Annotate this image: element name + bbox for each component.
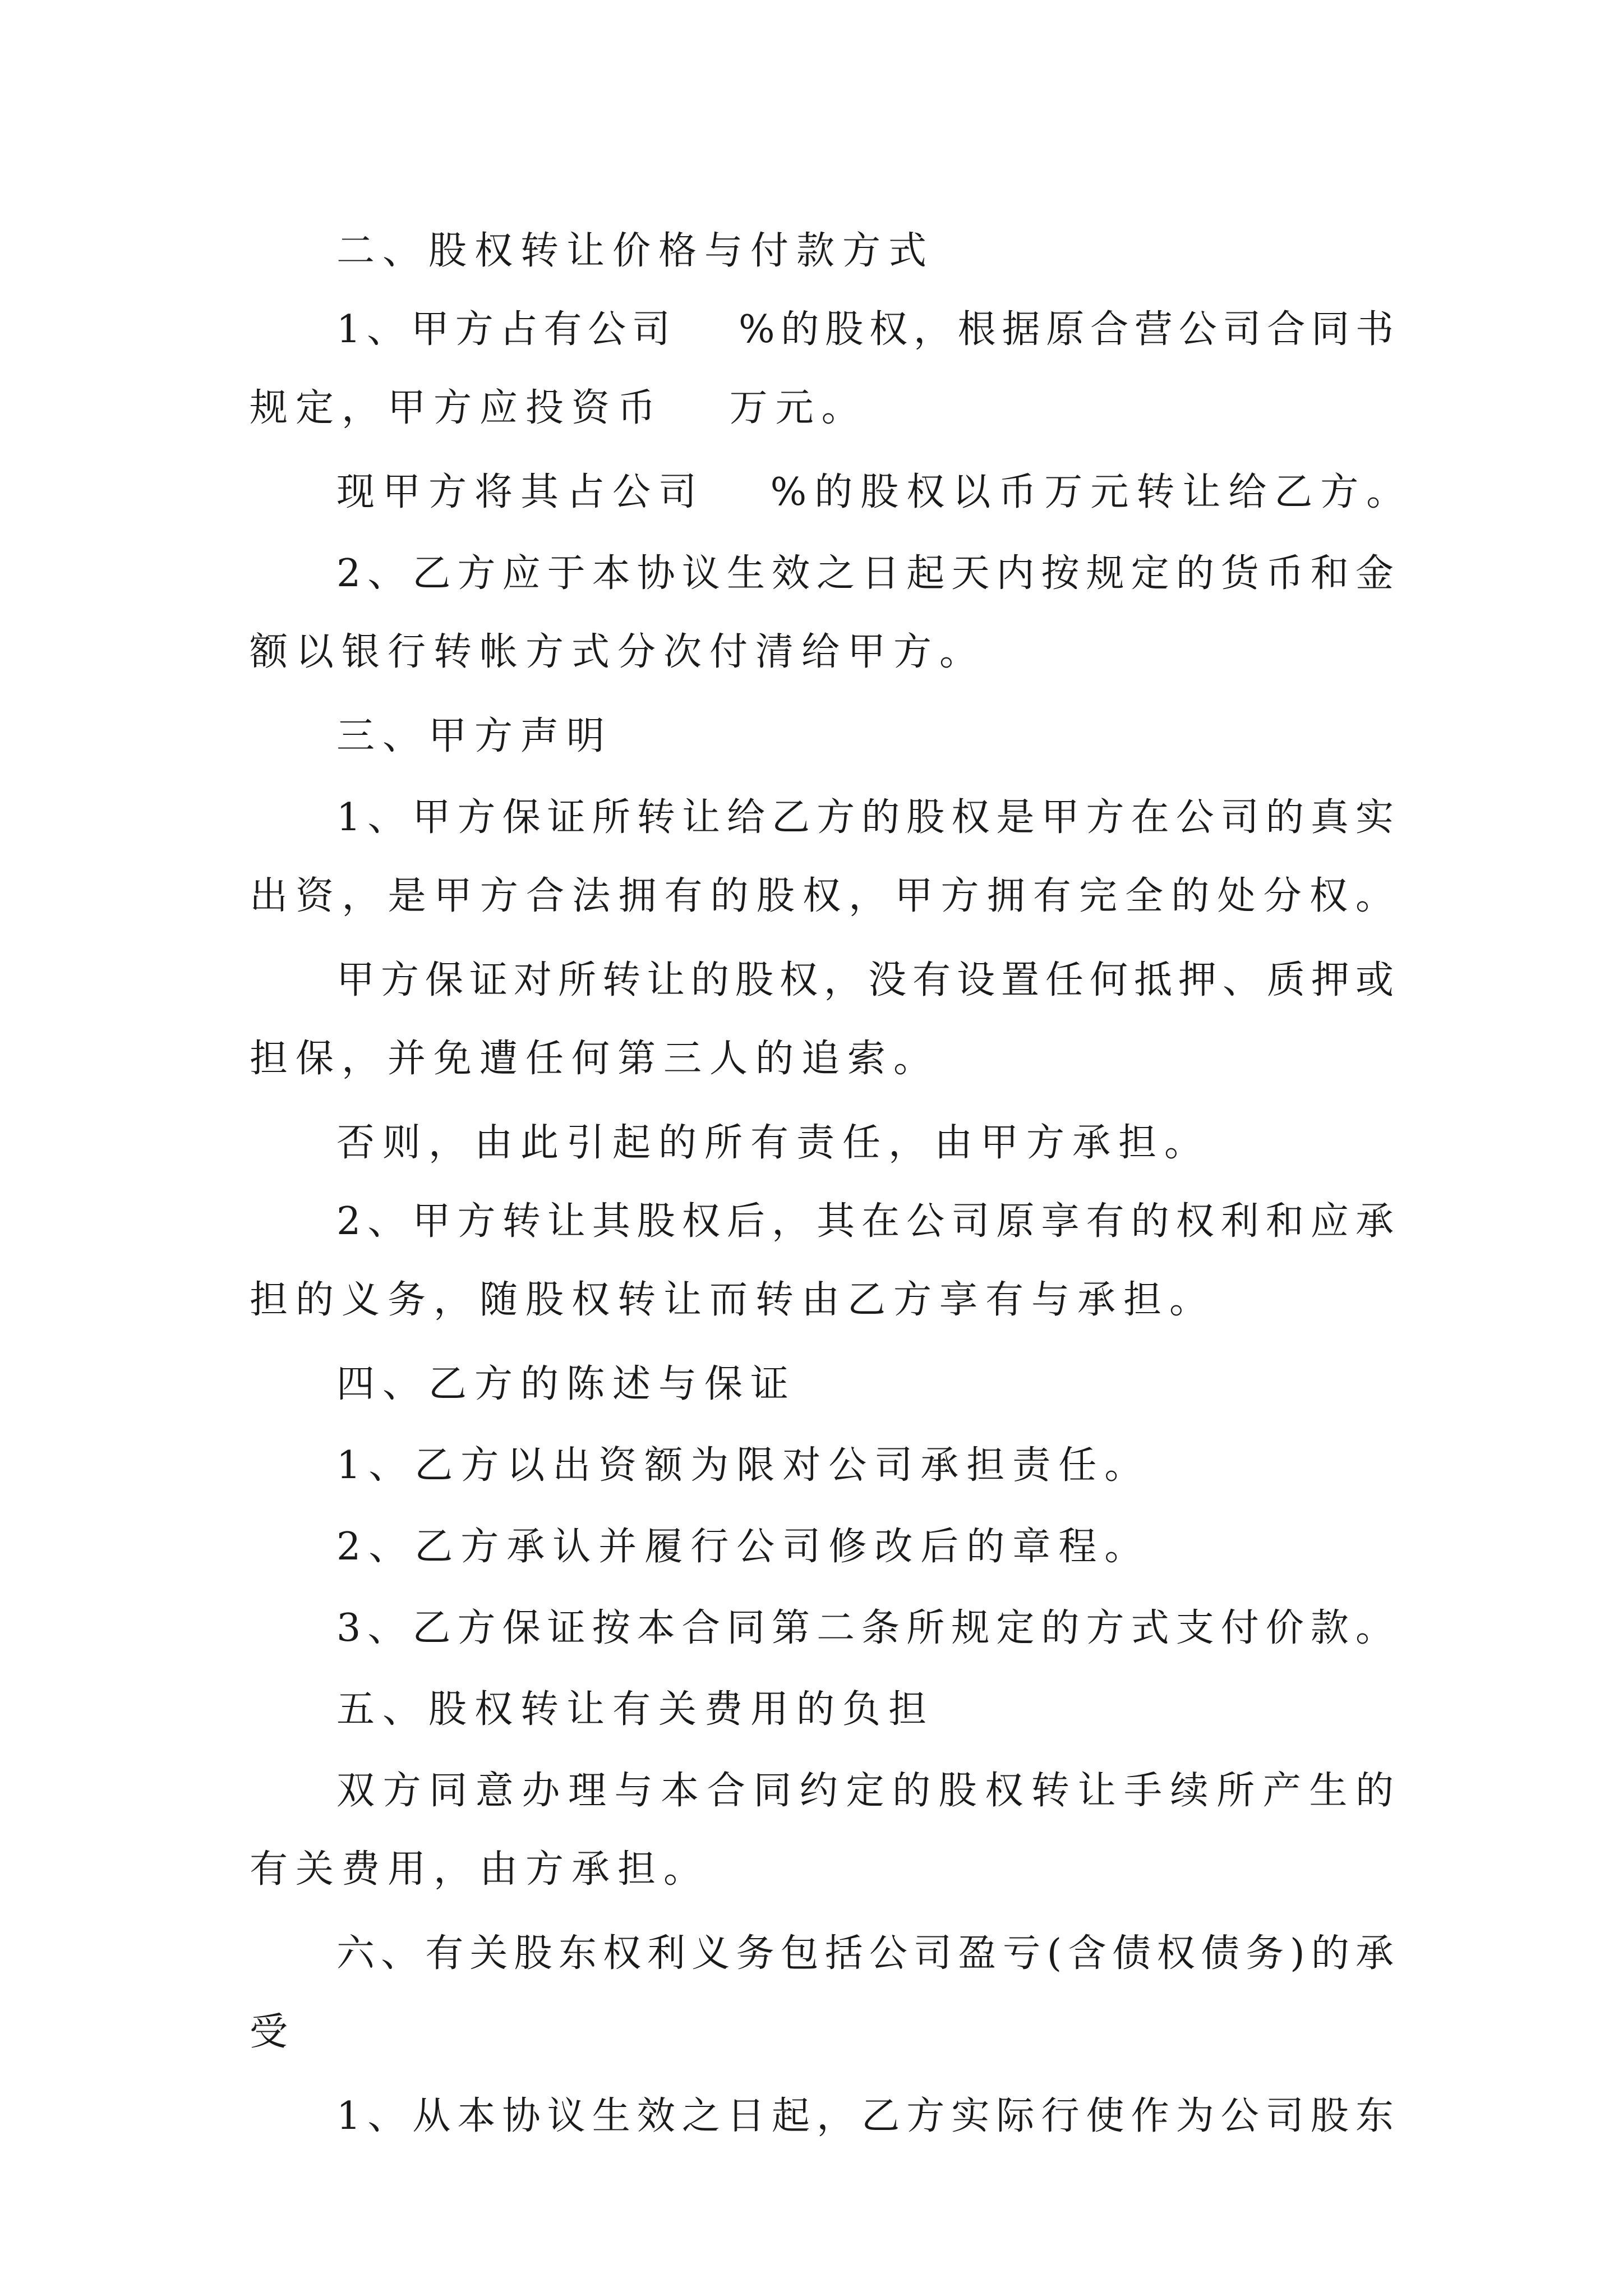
paragraph-line: 1、甲方保证所转让给乙方的股权是甲方在公司的真实 <box>336 795 1394 840</box>
section-heading-3: 三、甲方声明 <box>336 714 613 758</box>
paragraph-line: 否则，由此引起的所有责任，由甲方承担。 <box>336 1121 1211 1165</box>
paragraph-line: 担的义务，随股权转让而转由乙方享有与承担。 <box>250 1278 1216 1322</box>
paragraph-line: 2、乙方承认并履行公司修改后的章程。 <box>336 1525 1151 1569</box>
section-heading-6-cont: 受 <box>250 2010 296 2054</box>
section-heading-6: 六、有关股东权利义务包括公司盈亏(含债权债务)的承 <box>336 1931 1394 1976</box>
paragraph-line: 3、乙方保证按本合同第二条所规定的方式支付价款。 <box>336 1606 1394 1650</box>
paragraph-line: 双方同意办理与本合同约定的股权转让手续所产生的 <box>336 1769 1394 1813</box>
paragraph-line: 担保，并免遭任何第三人的追索。 <box>250 1037 940 1081</box>
section-heading-4: 四、乙方的陈述与保证 <box>336 1362 797 1406</box>
paragraph-line: 2、甲方转让其股权后，其在公司原享有的权利和应承 <box>336 1199 1394 1244</box>
paragraph-line: 现甲方将其占公司 %的股权以币万元转让给乙方。 <box>336 470 1413 514</box>
paragraph-line: 甲方保证对所转让的股权，没有设置任何抵押、质押或 <box>336 958 1394 1002</box>
section-heading-5: 五、股权转让有关费用的负担 <box>336 1687 935 1732</box>
paragraph-line: 1、乙方以出资额为限对公司承担责任。 <box>336 1443 1151 1488</box>
paragraph-line: 有关费用，由方承担。 <box>250 1847 710 1892</box>
paragraph-line: 1、从本协议生效之日起，乙方实际行使作为公司股东 <box>336 2094 1394 2138</box>
paragraph-line: 额以银行转帐方式分次付清给甲方。 <box>250 630 986 674</box>
paragraph-line: 1、甲方占有公司 %的股权，根据原合营公司合同书 <box>336 307 1394 352</box>
paragraph-line: 出资，是甲方合法拥有的股权，甲方拥有完全的处分权。 <box>250 874 1394 918</box>
paragraph-line: 规定，甲方应投资币 万元。 <box>250 386 868 430</box>
section-heading-2: 二、股权转让价格与付款方式 <box>336 229 935 273</box>
paragraph-line: 2、乙方应于本协议生效之日起天内按规定的货币和金 <box>336 551 1394 596</box>
